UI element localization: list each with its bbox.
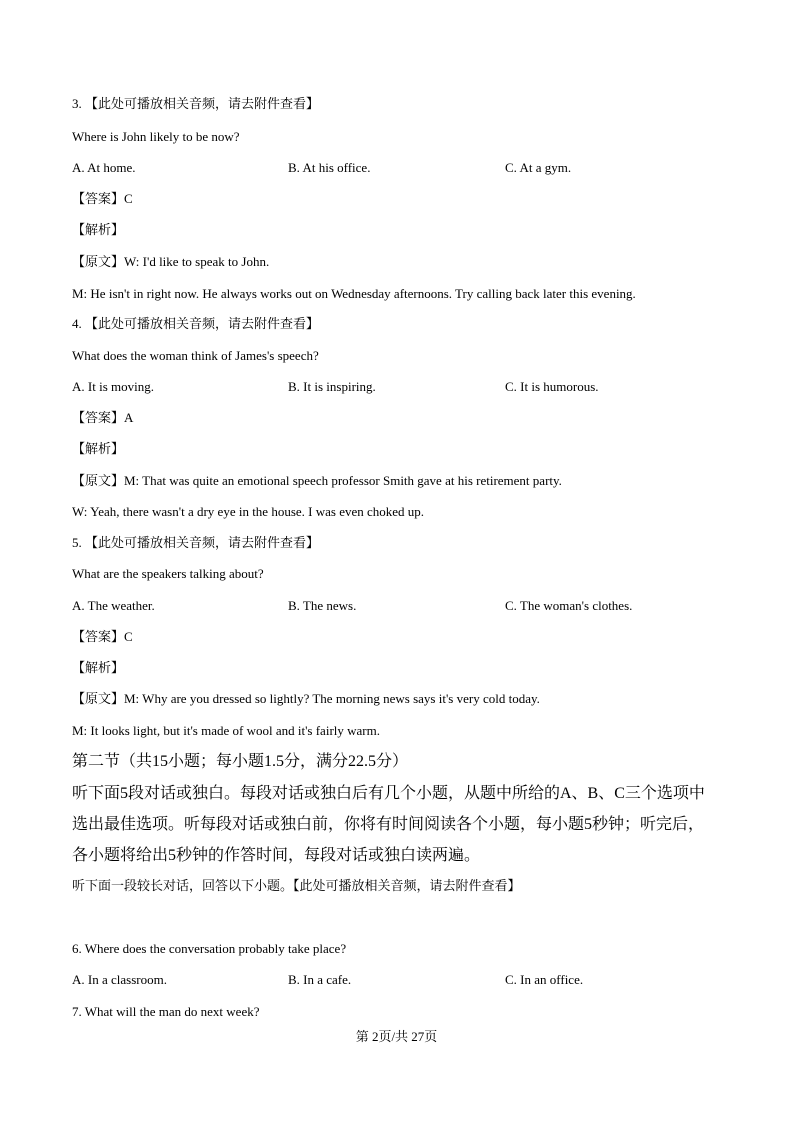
q5-analysis: 【解析】: [72, 660, 125, 675]
q6-option-c: C. In an office.: [505, 972, 584, 987]
q4-option-a: A. It is moving.: [72, 379, 154, 394]
q5-transcript-1: 【原文】M: Why are you dressed so lightly? The morning news says it's very cold today.: [72, 691, 540, 706]
q6-option-a: A. In a classroom.: [72, 972, 167, 987]
q4-transcript-2: W: Yeah, there wasn't a dry eye in the house. I was even choked up.: [72, 504, 425, 519]
q3-transcript-1: 【原文】W: I'd like to speak to John.: [72, 254, 270, 269]
section2-instruction-3: 各小题将给出5秒钟的作答时间，每段对话或独白读两遍。: [72, 847, 481, 864]
q5-option-c: C. The woman's clothes.: [505, 598, 633, 613]
q3-option-a: A. At home.: [72, 160, 136, 175]
q6-question: 6. Where does the conversation probably take place?: [72, 941, 347, 956]
q3-answer: 【答案】C: [72, 191, 133, 206]
q5-option-b: B. The news.: [288, 598, 357, 613]
q4-analysis: 【解析】: [72, 441, 125, 456]
q4-option-c: C. It is humorous.: [505, 379, 599, 394]
section2-heading: 第二节（共15小题；每小题1.5分，满分22.5分）: [72, 753, 409, 770]
section2-instruction-2: 选出最佳选项。听每段对话或独白前，你将有时间阅读各个小题，每小题5秒钟；听完后，: [72, 816, 705, 833]
q5-option-a: A. The weather.: [72, 598, 155, 613]
q3-analysis: 【解析】: [72, 222, 125, 237]
q4-prompt: 4. 【此处可播放相关音频，请去附件查看】: [72, 316, 320, 331]
q5-question: What are the speakers talking about?: [72, 566, 264, 581]
q3-option-c: C. At a gym.: [505, 160, 572, 175]
q4-question: What does the woman think of James's speech?: [72, 348, 319, 363]
q4-answer: 【答案】A: [72, 410, 134, 425]
page-footer: 第 2页/共 27页: [355, 1029, 438, 1044]
q4-option-b: B. It is inspiring.: [288, 379, 376, 394]
q3-option-b: B. At his office.: [288, 160, 371, 175]
q5-prompt: 5. 【此处可播放相关音频，请去附件查看】: [72, 535, 320, 550]
q5-transcript-2: M: It looks light, but it's made of wool and it's fairly warm.: [72, 723, 380, 738]
section2-instruction-4: 听下面一段较长对话，回答以下小题。【此处可播放相关音频，请去附件查看】: [72, 878, 521, 893]
section2-instruction-1: 听下面5段对话或独白。每段对话或独白后有几个小题，从题中所给的A、B、C三个选项中: [72, 785, 705, 802]
q6-option-b: B. In a cafe.: [288, 972, 352, 987]
q7-question: 7. What will the man do next week?: [72, 1004, 260, 1019]
q3-question: Where is John likely to be now?: [72, 129, 240, 144]
q5-answer: 【答案】C: [72, 629, 133, 644]
q3-prompt: 3. 【此处可播放相关音频，请去附件查看】: [72, 96, 320, 111]
q4-transcript-1: 【原文】M: That was quite an emotional speech professor Smith gave at his retirement party.: [72, 473, 562, 488]
q3-transcript-2: M: He isn't in right now. He always works out on Wednesday afternoons. Try calling back later this evening.: [72, 286, 636, 301]
